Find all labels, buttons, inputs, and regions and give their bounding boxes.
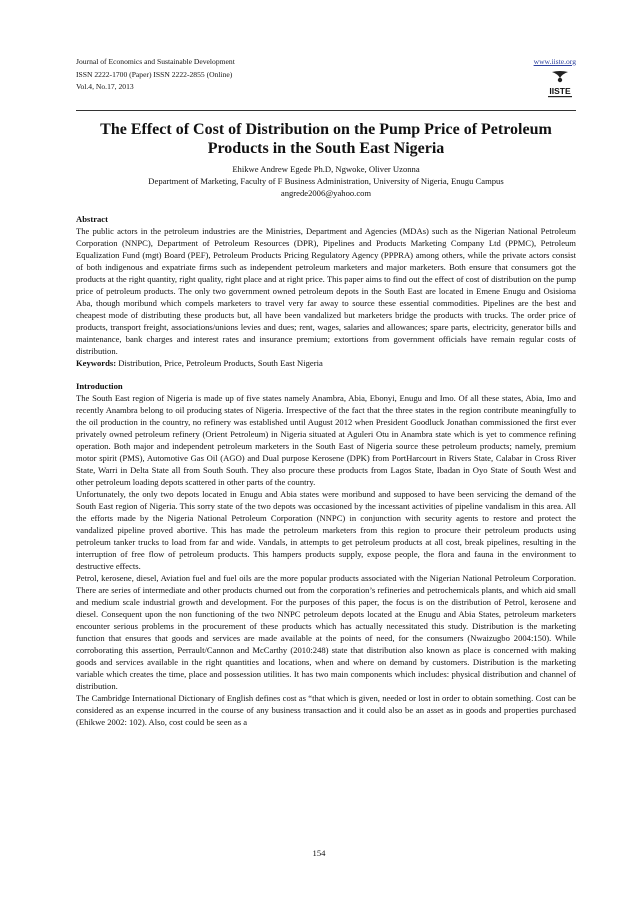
logo-text: IISTE <box>549 86 571 96</box>
journal-url-link[interactable]: www.iiste.org <box>533 57 576 66</box>
authors: Ehikwe Andrew Egede Ph.D, Ngwoke, Oliver Uzonna <box>232 164 420 174</box>
abstract-text: The public actors in the petroleum industries are the Ministries, Department and Agencies (MDAs) such as the Nigerian National Petroleum Corporation (NNPC), Department of Petroleum Resources (DPR), Pipelines and Products Marketing Company Ltd (PPMC), Petroleum Equalization Fund (mgt) Board (PEF), Petroleum Products Pricing Regulatory Agency (PPPRA) among others, while the private actors consist of both indigenous and expatriate firms such as independent petroleum marketers and major marketers. Both ensure that consumers got the products at the right quantity, right quality, right place and at right price. This paper aims to find out the effect of cost of distribution on the pump price of petroleum products. The only two government owned petroleum depots in the South East are located in Emene Enugu and Osisioma Aba, though moribund which compels marketers to travel very far away to source these essential commodities. Pipelines are the best and cheapest mode of distributing these products but, all have been vandalized but marketers bridge the products with trucks. The order price of products, transport freight, associations/unions levies and dues; rent, wages, salaries and allowances; spare parts, electricity, generator bills and maintenance, bank charges and interest rates and insurance premium; extortions from government officials have remain regular costs of distribution. <box>76 226 576 356</box>
affiliation: Department of Marketing, Faculty of F Business Administration, University of Nigeria, Enugu Campus <box>148 176 504 186</box>
header-rule <box>76 110 576 111</box>
paper-title: The Effect of Cost of Distribution on the Pump Price of Petroleum Products in the South East Nigeria <box>100 121 552 157</box>
journal-name: Journal of Economics and Sustainable Development <box>76 57 235 66</box>
page-number: 154 <box>312 848 326 858</box>
introduction-heading: Introduction <box>76 381 123 391</box>
keywords-label: Keywords: <box>76 358 117 368</box>
volume-line: Vol.4, No.17, 2013 <box>76 82 134 91</box>
keywords-line <box>76 357 576 369</box>
keywords-text: Distribution, Price, Petroleum Products, South East Nigeria <box>116 358 323 368</box>
author-email: angrede2006@yahoo.com <box>280 188 372 198</box>
issn-line: ISSN 2222-1700 (Paper) ISSN 2222-2855 (Online) <box>76 69 233 79</box>
journal-header <box>76 56 576 108</box>
abstract-heading: Abstract <box>76 214 108 224</box>
intro-paragraph-3: Petrol, kerosene, diesel, Aviation fuel and fuel oils are the more popular products associated with the Nigerian National Petroleum Corporation. There are series of intermediate and other products churned out from the corporation’s refineries and petrochemicals plants, and which aid small and medium scale industrial growth and development. For the purposes of this paper, the focus is on the distribution of Petrol, kerosene and diesel. Consequent upon the non functioning of the two NNPC petroleum depots located at the Enugu and Abia States, petroleum marketers encounter serious problems in the procurement of these products which has actually necessitated this study. Distribution is the marketing function that ensures that goods and services are made available at the points of need, for the consumers (Nwaizugbo 2004:150). While corroborating this assertion, Perrault/Cannon and McCarthy (2010:248) state that distribution also known as place is concerned with making goods and services available in the right quantities and locations, when and where on demand by customers. Distribution is the marketing variable which creates the time, place and possession utilities. It has two main components which includes: physical distribution and channel of distribution. <box>76 573 576 691</box>
iiste-logo <box>546 70 574 100</box>
intro-paragraph-2: Unfortunately, the only two depots located in Enugu and Abia states were moribund and supposed to have been servicing the demand of the South East region of Nigeria. This sorry state of the two depots was occasioned by the incessant activities of pipeline vandalism in this area. All the efforts made by the Nigeria National Petroleum Corporation (NNPC) in conjunction with security agents to restore and protect the vandalized pipeline proved abortive. This has made the petroleum marketers from this region to procure their petroleum products using petroleum tanker trucks to load from far and wide. Vandals, in attempts to get petroleum products at all cost, break pipelines, resulting in the interruption of free flow of petroleum products. This hampers products supply, expose people, the flora and fauna in the environment to destructive effects. <box>76 489 576 571</box>
intro-paragraph-4: The Cambridge International Dictionary of English defines cost as “that which is given, needed or lost in order to obtain something. Cost can be considered as an expense incurred in the course of any business transaction and it could also be an asset as in goods and properties purchased (Ehikwe 2002: 102). Also, cost could be seen as a <box>76 693 576 727</box>
intro-paragraph-1: The South East region of Nigeria is made up of five states namely Anambra, Abia, Ebonyi, Enugu and Imo. Of all these states, Abia, Imo and recently Anambra belong to oil producing states of Nigeria. Irrespective of the fact that the three states in the region contribute meaningfully to the oil production in the country, no refinery was established until August 2012 when President Goodluck Jonathan commissioned the first ever privately owned petroleum refinery (Orient Petroleum) in Nigeria situated at Aguleri Otu in Anambra state which is yet to commence refining operation. Both major and independent petroleum marketers in the South East of Nigeria source these petroleum products; namely, premium motor spirit (PMS), Automotive Gas Oil (AGO) and Dual purpose Kerosene (DPK) from PortHarcourt in Rivers State, Calabar in Cross River State, Warri in Delta State all from South South. They also procure these products from Lagos State, Ibadan in Oyo State of South West and other petroleum loading depots scattered in other parts of the country. <box>76 393 576 487</box>
